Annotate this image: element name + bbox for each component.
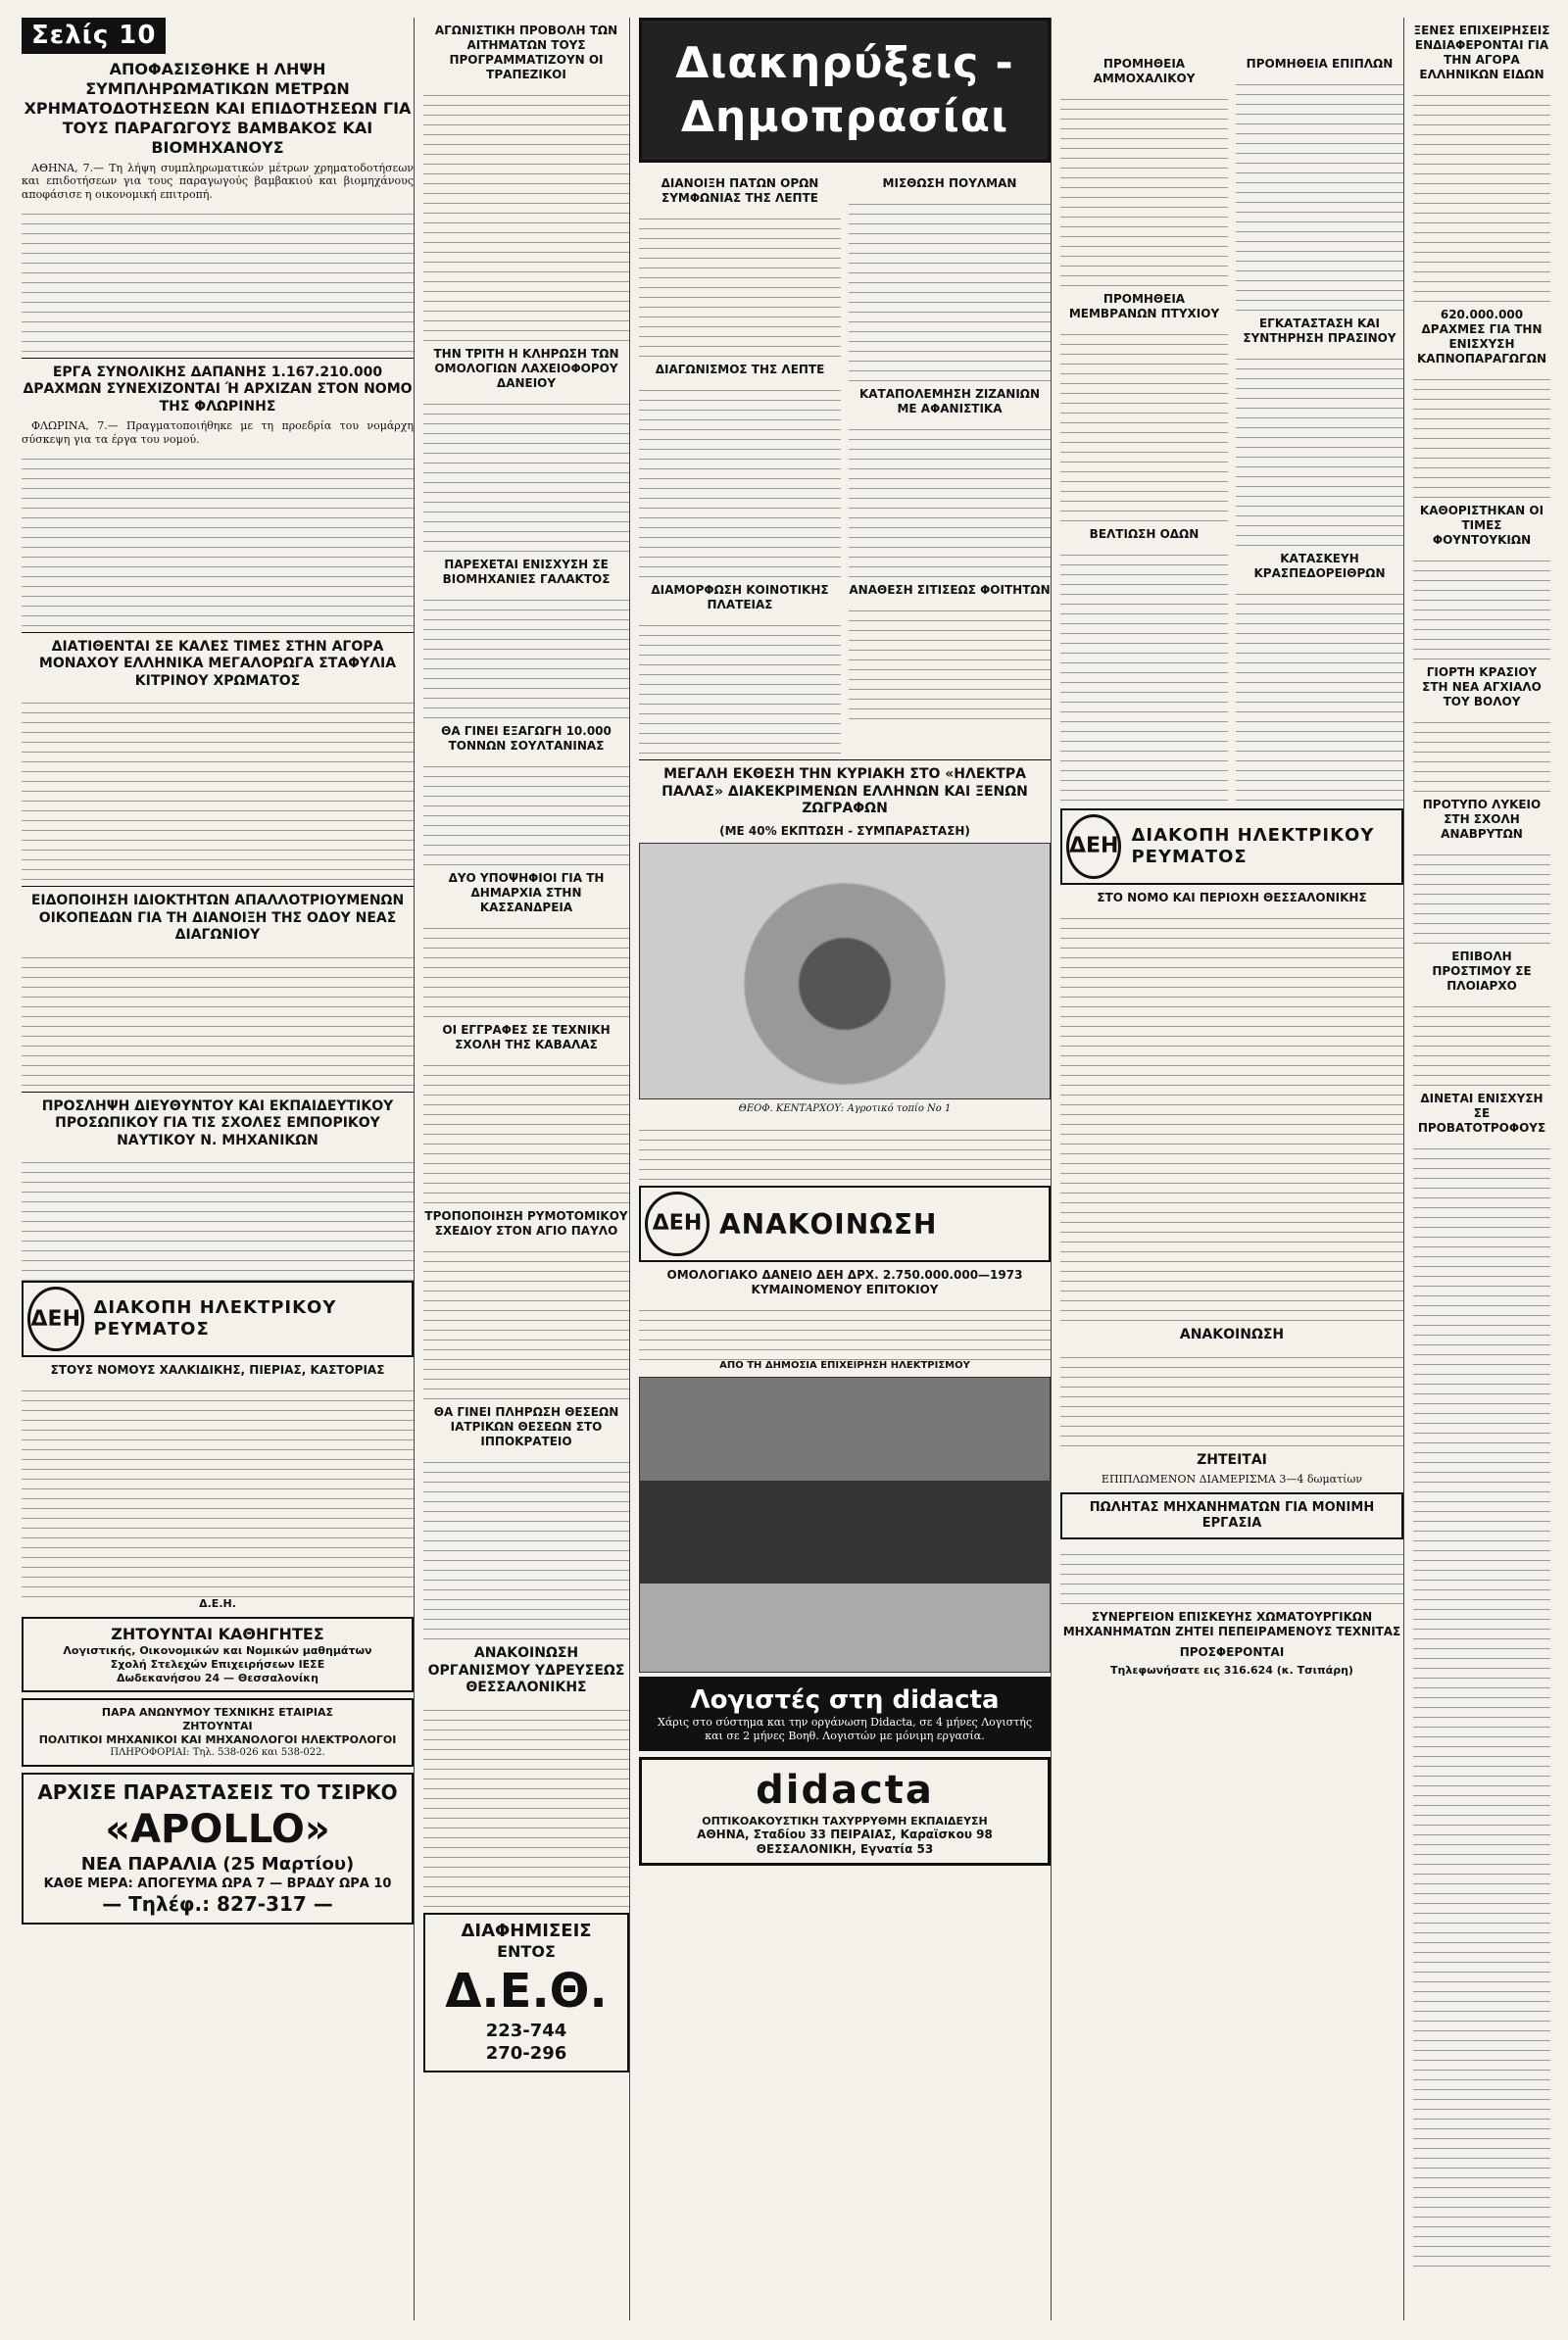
text-block bbox=[1060, 909, 1403, 1321]
wanted-body: ΕΠΙΠΛΩΜΕΝΟΝ ΔΙΑΜΕΡΙΣΜΑ 3—4 δωματίων bbox=[1101, 1473, 1363, 1486]
headline-lyceum: ΠΡΟΤΥΠΟ ΛΥΚΕΙΟ ΣΤΗ ΣΧΟΛΗ ΑΝΑΒΡΥΤΩΝ bbox=[1422, 798, 1542, 841]
circus-phone: — Τηλέφ.: 827-317 — bbox=[102, 1891, 333, 1916]
headline-tender: ΑΝΑΘΕΣΗ ΣΙΤΙΣΕΩΣ ΦΟΙΤΗΤΩΝ bbox=[849, 583, 1051, 597]
painting-photo bbox=[639, 843, 1051, 1099]
text-block bbox=[22, 694, 414, 880]
text-block bbox=[1236, 75, 1403, 311]
column-3 bbox=[639, 18, 1051, 2320]
headline-exhibition: ΜΕΓΑΛΗ ΕΚΘΕΣΗ ΤΗΝ ΚΥΡΙΑΚΗ ΣΤΟ «ΗΛΕΚΤΡΑ ΠΑΛΑΣ» ΔΙΑΚΕΚΡΙΜΕΝΩΝ ΕΛΛΗΝΩΝ ΚΑΙ ΞΕΝΩΝ ΖΩΓΡΑΦΩΝ bbox=[662, 766, 1028, 816]
tenders-grid-2 bbox=[1060, 51, 1403, 801]
text-block bbox=[1413, 713, 1550, 792]
ad-teachers bbox=[22, 1617, 414, 1692]
photo-caption: ΘΕΟΦ. ΚΕΝΤΑΡΧΟΥ: Αγροτικό τοπίο Νο 1 bbox=[738, 1102, 952, 1114]
text-block bbox=[639, 210, 841, 357]
tenders-right bbox=[849, 171, 1051, 754]
column-rule bbox=[414, 18, 423, 2320]
page-grid bbox=[22, 18, 1550, 2320]
text-block bbox=[22, 1382, 414, 1597]
ad-title: ΠΩΛΗΤΑΣ ΜΗΧΑΝΗΜΑΤΩΝ ΓΙΑ ΜΟΝΙΜΗ ΕΡΓΑΣΙΑ bbox=[1089, 1499, 1375, 1531]
headline-bankers: ΑΓΩΝΙΣΤΙΚΗ ΠΡΟΒΟΛΗ ΤΩΝ ΑΙΤΗΜΑΤΩΝ ΤΟΥΣ ΠΡΟΓΡΑΜΜΑΤΙΖΟΥΝ ΟΙ ΤΡΑΠΕΖΙΚΟΙ bbox=[434, 24, 618, 81]
text-block bbox=[423, 919, 629, 1017]
text-block bbox=[1060, 1545, 1403, 1604]
ad-title: ΠΑΡΑ ΑΝΩΝΥΜΟΥ ΤΕΧΝΙΚΗΣ ΕΤΑΙΡΙΑΣ bbox=[101, 1706, 334, 1720]
text-block bbox=[423, 395, 629, 552]
text-block bbox=[849, 420, 1051, 577]
section-banner: Διακηρύξεις - Δημοπρασίαι bbox=[639, 18, 1051, 163]
tenders-left bbox=[1060, 51, 1228, 801]
column-rule bbox=[1051, 18, 1060, 2320]
article-paragraph: ΑΘΗΝΑ, 7.— Τη λήψη συμπληρωματικών μέτρων χρηματοδοτήσεων και επιδοτήσεων για τους παραγωγούς βαμβακιού και βιομηχάνους αποφάσισε η οικονομική επιτροπή. bbox=[22, 161, 414, 201]
headline-cotton: ΑΠΟΦΑΣΙΣΘΗΚΕ Η ΛΗΨΗ ΣΥΜΠΛΗΡΩΜΑΤΙΚΩΝ ΜΕΤΡΩΝ ΧΡΗΜΑΤΟΔΟΤΗΣΕΩΝ ΚΑΙ ΕΠΙΔΟΤΗΣΕΩΝ ΓΙΑ ΤΟΥΣ ΠΑΡΑΓΩΓΟΥΣ ΒΑΜΒΑΚΟΣ ΚΑΙ ΒΙΟΜΗΧΑΝΟΥΣ bbox=[24, 59, 412, 157]
tenders-right bbox=[1236, 51, 1403, 801]
ad-line: Δωδεκανήσου 24 — Θεσσαλονίκη bbox=[117, 1671, 318, 1684]
deh-signature: Δ.Ε.Η. bbox=[199, 1597, 236, 1611]
text-block bbox=[1413, 1140, 1550, 2267]
headline-fine: ΕΠΙΒΟΛΗ ΠΡΟΣΤΙΜΟΥ ΣΕ ΠΛΟΙΑΡΧΟ bbox=[1432, 950, 1532, 993]
headline-tender: ΔΙΑΝΟΙΞΗ ΠΑΤΩΝ ΟΡΩΝ ΣΥΜΦΩΝΙΑΣ ΤΗΣ ΛΕΠΤΕ bbox=[661, 176, 819, 205]
circus-line: ΑΡΧΙΣΕ ΠΑΡΑΣΤΑΣΕΙΣ ΤΟ ΤΣΙΡΚΟ bbox=[37, 1780, 398, 1804]
headline-florina: ΕΡΓΑ ΣΥΝΟΛΙΚΗΣ ΔΑΠΑΝΗΣ 1.167.210.000 ΔΡΑΧΜΩΝ ΣΥΝΕΧΙΖΟΝΤΑΙ Ή ΑΡΧΙΖΑΝ ΣΤΟΝ ΝΟΜΟ ΤΗΣ ΦΛΩΡΙΝΗΣ bbox=[23, 364, 413, 414]
text-block bbox=[1413, 552, 1550, 659]
ad-machinery-seller bbox=[1060, 1492, 1403, 1540]
text-block bbox=[1413, 370, 1550, 498]
circus-line: ΝΕΑ ΠΑΡΑΛΙΑ (25 Μαρτίου) bbox=[80, 1854, 355, 1875]
power-cut-notice-2 bbox=[1060, 808, 1403, 885]
didacta-body: Χάρις στο σύστημα και την οργάνωση Didacta, σε 4 μήνες Λογιστής και σε 2 μήνες Βοηθ. Λογιστών με μόνιμη εργασία. bbox=[657, 1716, 1033, 1742]
ad-engineers bbox=[22, 1698, 414, 1767]
circus-name: «APOLLO» bbox=[105, 1807, 330, 1852]
ad-title: ΖΗΤΟΥΝΤΑΙ ΚΑΘΗΓΗΤΕΣ bbox=[111, 1625, 324, 1643]
divider bbox=[639, 759, 1051, 760]
adv-phone: 223-744 bbox=[485, 2021, 567, 2041]
headline-kavala-school: ΟΙ ΕΓΓΡΑΦΕΣ ΣΕ ΤΕΧΝΙΚΗ ΣΧΟΛΗ ΤΗΣ ΚΑΒΑΛΑΣ bbox=[442, 1023, 611, 1051]
text-block bbox=[1413, 86, 1550, 302]
didacta-subtitle: ΟΠΤΙΚΟΑΚΟΥΣΤΙΚΗ ΤΑΧΥΡΡΥΘΜΗ ΕΚΠΑΙΔΕΥΣΗ bbox=[702, 1814, 988, 1828]
headline-tender: ΕΓΚΑΤΑΣΤΑΣΗ ΚΑΙ ΣΥΝΤΗΡΗΣΗ ΠΡΑΣΙΝΟΥ bbox=[1243, 317, 1396, 345]
headline-lottery-loan: ΤΗΝ ΤΡΙΤΗ Η ΚΛΗΡΩΣΗ ΤΩΝ ΟΜΟΛΟΓΙΩΝ ΛΑΧΕΙΟΦΟΡΟΥ ΔΑΝΕΙΟΥ bbox=[433, 347, 619, 390]
deh-announcement bbox=[639, 1186, 1051, 1262]
announcement-subtitle: ΟΜΟΛΟΓΙΑΚΟ ΔΑΝΕΙΟ ΔΕΗ ΔΡΧ. 2.750.000.000—1973 ΚΥΜΑΙΝΟΜΕΝΟΥ ΕΠΙΤΟΚΙΟΥ bbox=[666, 1268, 1023, 1296]
text-block bbox=[423, 1056, 629, 1203]
didacta-ad bbox=[639, 1677, 1051, 1751]
text-block bbox=[639, 616, 841, 754]
column-2 bbox=[423, 18, 629, 2320]
text-block bbox=[1060, 546, 1228, 801]
divider bbox=[22, 1092, 414, 1093]
headline-tender: ΚΑΤΑΣΚΕΥΗ ΚΡΑΣΠΕΔΟΡΕΙΘΡΩΝ bbox=[1253, 552, 1386, 580]
text-block bbox=[423, 757, 629, 865]
column-rule bbox=[1403, 18, 1413, 2320]
headline-hippokrateio: ΘΑ ΓΙΝΕΙ ΠΛΗΡΩΣΗ ΘΕΣΕΩΝ ΙΑΤΡΙΚΩΝ ΘΕΣΕΩΝ ΣΤΟ ΙΠΠΟΚΡΑΤΕΙΟ bbox=[433, 1405, 619, 1448]
tenders-grid bbox=[639, 171, 1051, 754]
headline-dairy: ΠΑΡΕΧΕΤΑΙ ΕΝΙΣΧΥΣΗ ΣΕ ΒΙΟΜΗΧΑΝΙΕΣ ΓΑΛΑΚΤΟΣ bbox=[442, 558, 611, 586]
headline-tender: ΚΑΤΑΠΟΛΕΜΗΣΗ ΖΙΖΑΝΙΩΝ ΜΕ ΑΦΑΝΙΣΤΙΚΑ bbox=[858, 387, 1041, 415]
article-cotton bbox=[22, 162, 414, 202]
headline-naval-schools: ΠΡΟΣΛΗΨΗ ΔΙΕΥΘΥΝΤΟΥ ΚΑΙ ΕΚΠΑΙΔΕΥΤΙΚΟΥ ΠΡΟΣΩΠΙΚΟΥ ΓΙΑ ΤΙΣ ΣΧΟΛΕΣ ΕΜΠΟΡΙΚΟΥ ΝΑΥΤΙΚΟΥ Ν. ΜΗΧΑΝΙΚΩΝ bbox=[41, 1097, 394, 1148]
headline-foreign-firms: ΞΕΝΕΣ ΕΠΙΧΕΙΡΗΣΕΙΣ ΕΝΔΙΑΦΕΡΟΝΤΑΙ ΓΙΑ ΤΗΝ ΑΓΟΡΑ ΕΛΛΗΝΙΚΩΝ ΕΙΔΩΝ bbox=[1413, 24, 1550, 81]
headline-tender: ΒΕΛΤΙΩΣΗ ΟΔΩΝ bbox=[1089, 527, 1200, 541]
text-block bbox=[1236, 585, 1403, 801]
ad-advertising-expo bbox=[423, 1913, 629, 2073]
headline-tender: ΠΡΟΜΗΘΕΙΑ ΑΜΜΟΧΑΛΙΚΟΥ bbox=[1093, 57, 1196, 85]
text-block bbox=[423, 1453, 629, 1639]
deh-logo-icon: ΔΕΗ bbox=[1066, 814, 1121, 879]
text-block bbox=[423, 1701, 629, 1907]
column-1 bbox=[22, 18, 414, 2320]
circus-line: ΚΑΘΕ ΜΕΡΑ: ΑΠΟΓΕΥΜΑ ΩΡΑ 7 — ΒΡΑΔΥ ΩΡΑ 10 bbox=[43, 1876, 392, 1891]
article-paragraph: ΦΛΩΡΙΝΑ, 7.— Πραγματοποιήθηκε με τη προεδρία του νομάρχη σύσκεψη για τα έργα του νομού. bbox=[22, 419, 414, 446]
headline-kassandreia: ΔΥΟ ΥΠΟΨΗΦΙΟΙ ΓΙΑ ΤΗ ΔΗΜΑΡΧΙΑ ΣΤΗΝ ΚΑΣΣΑΝΔΡΕΙΑ bbox=[448, 871, 605, 914]
text-block bbox=[1060, 325, 1228, 521]
headline-tender: ΜΙΣΘΩΣΗ ΠΟΥΛΜΑΝ bbox=[882, 176, 1017, 190]
power-cut-subtitle: ΣΤΟ ΝΟΜΟ ΚΑΙ ΠΕΡΙΟΧΗ ΘΕΣΣΑΛΟΝΙΚΗΣ bbox=[1097, 891, 1367, 904]
deh-logo-icon: ΔΕΗ bbox=[645, 1192, 710, 1256]
text-block bbox=[639, 1121, 1051, 1180]
ad-circus bbox=[22, 1773, 414, 1925]
headline-expropriation: ΕΙΔΟΠΟΙΗΣΗ ΙΔΙΟΚΤΗΤΩΝ ΑΠΑΛΛΟΤΡΙΟΥΜΕΝΩΝ ΟΙΚΟΠΕΔΩΝ ΓΙΑ ΤΗ ΔΙΑΝΟΙΞΗ ΤΗΣ ΟΔΟΥ ΝΕΑΣ ΔΙΑΓΩΝΙΟΥ bbox=[30, 893, 405, 944]
adv-line: ΕΝΤΟΣ bbox=[497, 1942, 556, 1961]
divider bbox=[22, 358, 414, 359]
didacta-name: didacta bbox=[756, 1767, 934, 1813]
masthead bbox=[22, 18, 414, 54]
adv-name: Δ.Ε.Θ. bbox=[445, 1964, 608, 2019]
text-block bbox=[849, 602, 1051, 719]
text-block bbox=[1060, 90, 1228, 286]
wanted-title: ΖΗΤΕΙΤΑΙ bbox=[1197, 1451, 1267, 1468]
adv-line: ΔΙΑΦΗΜΙΣΕΙΣ bbox=[461, 1920, 592, 1941]
didacta-photo bbox=[639, 1377, 1051, 1673]
divider bbox=[22, 632, 414, 633]
text-block bbox=[22, 205, 414, 352]
didacta-address: ΘΕΣΣΑΛΟΝΙΚΗ, Εγνατία 53 bbox=[756, 1842, 934, 1857]
text-block bbox=[22, 450, 414, 626]
headline-agios-pavlos: ΤΡΟΠΟΠΟΙΗΣΗ ΡΥΜΟΤΟΜΙΚΟΥ ΣΧΕΔΙΟΥ ΣΤΟΝ ΑΓΙΟ ΠΑΥΛΟ bbox=[424, 1209, 628, 1238]
power-cut-title: ΔΙΑΚΟΠΗ ΗΛΕΚΤΡΙΚΟΥ ΡΕΥΜΑΤΟΣ bbox=[1131, 824, 1375, 867]
headline-wine-festival: ΓΙΟΡΤΗ ΚΡΑΣΙΟΥ ΣΤΗ ΝΕΑ ΑΓΧΙΑΛΟ ΤΟΥ ΒΟΛΟΥ bbox=[1422, 665, 1542, 708]
headline-tender: ΔΙΑΓΩΝΙΣΜΟΣ ΤΗΣ ΛΕΠΤΕ bbox=[655, 363, 825, 376]
divider bbox=[22, 886, 414, 887]
text-block bbox=[639, 381, 841, 577]
article-florina bbox=[22, 419, 414, 447]
headline-grapes: ΔΙΑΤΙΘΕΝΤΑΙ ΣΕ ΚΑΛΕΣ ΤΙΜΕΣ ΣΤΗΝ ΑΓΟΡΑ ΜΟΝΑΧΟΥ ΕΛΛΗΝΙΚΑ ΜΕΓΑΛΟΡΩΓΑ ΣΤΑΦΥΛΙΑ ΚΙΤΡΙΝΟΥ ΧΡΩΜΑΤΟΣ bbox=[38, 638, 397, 689]
ad-line: Σχολή Στελεχών Επιχειρήσεων ΙΕΣΕ bbox=[110, 1657, 325, 1671]
text-block bbox=[849, 195, 1051, 381]
column-4 bbox=[1060, 18, 1403, 2320]
announcement-title: ΑΝΑΚΟΙΝΩΣΗ bbox=[719, 1207, 938, 1241]
text-block bbox=[22, 949, 414, 1086]
headline-tender: ΠΡΟΜΗΘΕΙΑ ΜΕΜΒΡΑΝΩΝ ΠΤΥΧΙΟΥ bbox=[1068, 292, 1220, 320]
workshop-subtitle: ΠΡΟΣΦΕΡΟΝΤΑΙ bbox=[1179, 1645, 1285, 1660]
text-block bbox=[423, 86, 629, 341]
text-block bbox=[1413, 998, 1550, 1086]
headline-tobacco: 620.000.000 ΔΡΑΧΜΕΣ ΓΙΑ ΤΗΝ ΕΝΙΣΧΥΣΗ ΚΑΠΝΟΠΑΡΑΓΩΓΩΝ bbox=[1416, 308, 1547, 366]
text-block bbox=[1413, 846, 1550, 944]
power-cut-title: ΔΙΑΚΟΠΗ ΗΛΕΚΤΡΙΚΟΥ ΡΕΥΜΑΤΟΣ bbox=[93, 1296, 337, 1341]
headline-hazelnuts: ΚΑΘΟΡΙΣΤΗΚΑΝ ΟΙ ΤΙΜΕΣ ΦΟΥΝΤΟΥΚΙΩΝ bbox=[1419, 504, 1544, 547]
power-cut-notice-1 bbox=[22, 1281, 414, 1357]
exhibition-subtitle: (ΜΕ 40% ΕΚΠΤΩΣΗ - ΣΥΜΠΑΡΑΣΤΑΣΗ) bbox=[719, 823, 970, 838]
text-block bbox=[639, 1301, 1051, 1360]
headline-sultanas: ΘΑ ΓΙΝΕΙ ΕΞΑΓΩΓΗ 10.000 ΤΟΝΝΩΝ ΣΟΥΛΤΑΝΙΝΑΣ bbox=[441, 724, 612, 753]
tenders-left bbox=[639, 171, 841, 754]
workshop-title: ΣΥΝΕΡΓΕΙΟΝ ΕΠΙΣΚΕΥΗΣ ΧΩΜΑΤΟΥΡΓΙΚΩΝ ΜΗΧΑΝΗΜΑΤΩΝ ΖΗΤΕΙ ΠΕΠΕΙΡΑΜΕΝΟΥΣ ΤΕΧΝΙΤΑΣ bbox=[1062, 1610, 1401, 1639]
deh-logo-icon: ΔΕΗ bbox=[27, 1287, 84, 1351]
column-5 bbox=[1413, 18, 1550, 2320]
adv-phone: 270-296 bbox=[485, 2042, 567, 2064]
text-block bbox=[423, 591, 629, 718]
text-block bbox=[22, 1153, 414, 1281]
headline-sheep: ΔΙΝΕΤΑΙ ΕΝΙΣΧΥΣΗ ΣΕ ΠΡΟΒΑΤΟΤΡΟΦΟΥΣ bbox=[1417, 1092, 1546, 1135]
text-block bbox=[1060, 1348, 1403, 1446]
didacta-logo-box bbox=[639, 1757, 1051, 1867]
ad-line: ΖΗΤΟΥΝΤΑΙ bbox=[182, 1720, 253, 1732]
ad-line: ΠΟΛΙΤΙΚΟΙ ΜΗΧΑΝΙΚΟΙ ΚΑΙ ΜΗΧΑΝΟΛΟΓΟΙ ΗΛΕΚΤΡΟΛΟΓΟΙ bbox=[38, 1732, 397, 1746]
didacta-headline: Λογιστές στη didacta bbox=[690, 1684, 1000, 1715]
ad-line: ΠΛΗΡΟΦΟΡΙΑΙ: Τηλ. 538-026 και 538-022. bbox=[110, 1746, 325, 1758]
announcement-title: ΑΝΑΚΟΙΝΩΣΗ bbox=[1179, 1327, 1285, 1342]
column-rule bbox=[629, 18, 639, 2320]
page-number: Σελίς 10 bbox=[22, 18, 166, 54]
headline-tender: ΠΡΟΜΗΘΕΙΑ ΕΠΙΠΛΩΝ bbox=[1246, 57, 1394, 71]
workshop-phone: Τηλεφωνήσατε εις 316.624 (κ. Τσιπάρη) bbox=[1110, 1664, 1353, 1678]
headline-tender: ΔΙΑΜΟΡΦΩΣΗ ΚΟΙΝΟΤΙΚΗΣ ΠΛΑΤΕΙΑΣ bbox=[651, 583, 829, 611]
announcement-footer: ΑΠΟ ΤΗ ΔΗΜΟΣΙΑ ΕΠΙΧΕΙΡΗΣΗ ΗΛΕΚΤΡΙΣΜΟΥ bbox=[719, 1360, 970, 1371]
power-cut-subtitle: ΣΤΟΥΣ ΝΟΜΟΥΣ ΧΑΛΚΙΔΙΚΗΣ, ΠΙΕΡΙΑΣ, ΚΑΣΤΟΡΙΑΣ bbox=[50, 1363, 385, 1378]
didacta-address: ΑΘΗΝΑ, Σταδίου 33 ΠΕΙΡΑΙΑΣ, Καραϊσκου 98 bbox=[697, 1828, 993, 1842]
text-block bbox=[1236, 350, 1403, 546]
ad-line: Λογιστικής, Οικονομικών και Νομικών μαθημάτων bbox=[63, 1644, 372, 1657]
text-block bbox=[423, 1243, 629, 1399]
headline-water: ΑΝΑΚΟΙΝΩΣΗ ΟΡΓΑΝΙΣΜΟΥ ΥΔΡΕΥΣΕΩΣ ΘΕΣΣΑΛΟΝΙΚΗΣ bbox=[427, 1645, 625, 1695]
